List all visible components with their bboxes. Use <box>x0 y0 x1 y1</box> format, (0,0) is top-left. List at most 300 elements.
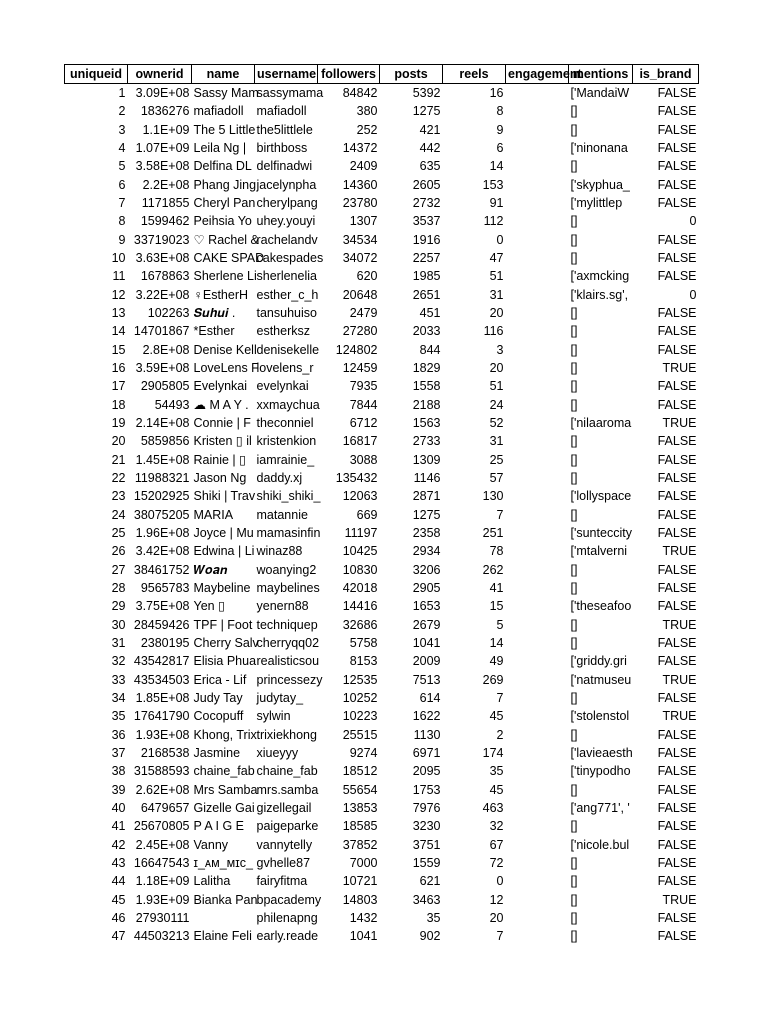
cell-posts[interactable]: 1753 <box>412 782 441 797</box>
cell-posts[interactable]: 1829 <box>412 361 441 376</box>
cell-uniqueid[interactable]: 26 <box>111 544 126 559</box>
cell-engagement[interactable] <box>506 725 569 743</box>
cell-posts[interactable]: 2934 <box>412 544 441 559</box>
cell-posts[interactable]: 844 <box>419 342 441 357</box>
cell-ownerid[interactable]: 6479657 <box>140 800 190 815</box>
cell-posts[interactable]: 1146 <box>413 471 441 486</box>
cell-mentions[interactable]: [] <box>570 324 578 339</box>
cell-followers[interactable]: 2409 <box>349 159 378 174</box>
cell-is_brand[interactable]: FALSE <box>657 745 697 760</box>
cell-followers[interactable]: 6712 <box>349 416 378 431</box>
cell-followers[interactable]: 9274 <box>349 745 378 760</box>
cell-uniqueid[interactable]: 10 <box>111 251 126 266</box>
cell-is_brand[interactable]: FALSE <box>657 122 697 137</box>
cell-followers[interactable]: 3088 <box>349 452 378 467</box>
cell-username[interactable]: matannie <box>256 507 308 522</box>
cell-is_brand[interactable]: 0 <box>689 214 697 229</box>
cell-reels[interactable]: 9 <box>496 122 504 137</box>
cell-is_brand[interactable]: FALSE <box>657 690 697 705</box>
cell-username[interactable]: vannytelly <box>256 837 313 852</box>
cell-ownerid[interactable]: 3.09E+08 <box>135 86 190 101</box>
cell-ownerid[interactable]: 28459426 <box>133 617 190 632</box>
cell-username[interactable]: mafiadoll <box>256 104 307 119</box>
cell-reels[interactable]: 7 <box>496 690 504 705</box>
cell-posts[interactable]: 2905 <box>412 581 441 596</box>
cell-ownerid[interactable]: 1.85E+08 <box>135 690 190 705</box>
cell-mentions[interactable]: [] <box>570 819 578 834</box>
cell-ownerid[interactable]: 2.14E+08 <box>135 416 190 431</box>
cell-ownerid[interactable]: 1.93E+08 <box>135 727 190 742</box>
cell-name[interactable]: Judy Tay <box>193 690 243 705</box>
cell-is_brand[interactable]: FALSE <box>657 141 697 156</box>
cell-engagement[interactable] <box>506 707 569 725</box>
cell-is_brand[interactable]: FALSE <box>657 507 697 522</box>
cell-engagement[interactable] <box>506 102 569 120</box>
cell-followers[interactable]: 13853 <box>342 800 378 815</box>
cell-is_brand[interactable]: FALSE <box>657 232 697 247</box>
cell-followers[interactable]: 12063 <box>342 489 378 504</box>
cell-followers[interactable]: 27280 <box>342 324 378 339</box>
cell-uniqueid[interactable]: 4 <box>118 141 126 156</box>
cell-followers[interactable]: 18512 <box>342 764 378 779</box>
cell-uniqueid[interactable]: 35 <box>111 709 126 724</box>
cell-ownerid[interactable]: 2168538 <box>140 745 190 760</box>
cell-is_brand[interactable]: FALSE <box>657 177 697 192</box>
cell-name[interactable]: MARIA <box>193 507 234 522</box>
cell-engagement[interactable] <box>506 84 569 103</box>
cell-posts[interactable]: 7976 <box>412 800 441 815</box>
cell-mentions[interactable]: ['ninonana <box>570 141 628 156</box>
cell-followers[interactable]: 23780 <box>342 196 378 211</box>
cell-username[interactable]: paigeparke <box>256 819 319 834</box>
cell-is_brand[interactable]: FALSE <box>657 581 697 596</box>
cell-posts[interactable]: 635 <box>419 159 441 174</box>
cell-followers[interactable]: 84842 <box>342 86 378 101</box>
cell-reels[interactable]: 0 <box>496 232 504 247</box>
cell-reels[interactable]: 14 <box>489 636 504 650</box>
cell-is_brand[interactable]: FALSE <box>657 86 697 101</box>
cell-followers[interactable]: 55654 <box>342 782 378 797</box>
cell-followers[interactable]: 11197 <box>344 526 378 541</box>
cell-uniqueid[interactable]: 45 <box>111 892 126 907</box>
column-header-posts[interactable]: posts <box>380 65 443 84</box>
cell-name[interactable]: Yen ▯ <box>193 599 225 614</box>
cell-name[interactable]: 𝑺𝒖𝒉𝒖𝒊 . <box>193 306 236 321</box>
cell-is_brand[interactable]: TRUE <box>662 709 697 724</box>
cell-username[interactable]: gizellegail <box>256 800 312 815</box>
cell-mentions[interactable]: [] <box>570 232 578 247</box>
cell-reels[interactable]: 20 <box>489 910 504 925</box>
cell-mentions[interactable]: [] <box>570 617 578 632</box>
cell-posts[interactable]: 2358 <box>412 526 441 541</box>
cell-name[interactable]: Cocopuff <box>193 709 244 724</box>
cell-followers[interactable]: 37852 <box>342 837 378 852</box>
cell-username[interactable]: tansuhuiso <box>256 306 317 321</box>
cell-name[interactable]: ☁ M A Y . <box>193 397 249 412</box>
cell-ownerid[interactable]: 2380195 <box>140 636 190 650</box>
cell-username[interactable]: evelynkai <box>256 379 309 394</box>
cell-uniqueid[interactable]: 21 <box>111 452 126 467</box>
cell-is_brand[interactable]: FALSE <box>657 434 697 449</box>
cell-posts[interactable]: 1275 <box>412 507 441 522</box>
cell-followers[interactable]: 669 <box>356 507 378 522</box>
cell-engagement[interactable] <box>506 139 569 157</box>
cell-ownerid[interactable]: 11988321 <box>134 471 190 486</box>
cell-name[interactable]: Denise Kell <box>193 342 257 357</box>
cell-reels[interactable]: 25 <box>489 452 504 467</box>
cell-reels[interactable]: 45 <box>489 709 504 724</box>
cell-name[interactable]: Elaine Feli <box>193 929 252 944</box>
cell-followers[interactable]: 135432 <box>335 471 378 486</box>
cell-followers[interactable]: 14416 <box>342 599 378 614</box>
cell-mentions[interactable]: [] <box>570 397 578 412</box>
cell-followers[interactable]: 10223 <box>342 709 378 724</box>
cell-name[interactable]: Leila Ng | <box>193 141 247 156</box>
column-header-uniqueid[interactable]: uniqueid <box>65 65 128 84</box>
column-header-mentions[interactable]: mentions <box>569 65 633 84</box>
cell-mentions[interactable]: [] <box>570 562 578 577</box>
cell-ownerid[interactable]: 1.07E+09 <box>135 141 190 156</box>
cell-is_brand[interactable]: FALSE <box>657 562 697 577</box>
cell-reels[interactable]: 5 <box>496 617 504 632</box>
cell-ownerid[interactable]: 33719023 <box>133 232 190 247</box>
cell-reels[interactable]: 463 <box>482 800 504 815</box>
cell-followers[interactable]: 14360 <box>342 177 378 192</box>
cell-posts[interactable]: 2733 <box>412 434 441 449</box>
cell-engagement[interactable] <box>506 927 569 945</box>
cell-username[interactable]: gvhelle87 <box>256 855 311 870</box>
cell-username[interactable]: delfinadwi <box>256 159 313 174</box>
cell-followers[interactable]: 14372 <box>342 141 378 156</box>
cell-mentions[interactable]: [] <box>570 929 578 944</box>
cell-mentions[interactable]: [] <box>570 342 578 357</box>
cell-engagement[interactable] <box>506 799 569 817</box>
cell-is_brand[interactable]: FALSE <box>657 251 697 266</box>
cell-reels[interactable]: 112 <box>483 214 504 229</box>
cell-reels[interactable]: 47 <box>489 251 504 266</box>
cell-uniqueid[interactable]: 12 <box>111 287 126 302</box>
cell-is_brand[interactable]: TRUE <box>662 892 697 907</box>
cell-mentions[interactable]: ['mylittlep <box>570 196 623 211</box>
cell-ownerid[interactable]: 14701867 <box>133 324 190 339</box>
cell-username[interactable]: cakespades <box>256 251 324 266</box>
cell-uniqueid[interactable]: 34 <box>111 690 126 705</box>
cell-username[interactable]: birthboss <box>256 141 308 156</box>
cell-mentions[interactable]: [] <box>570 636 578 650</box>
cell-reels[interactable]: 49 <box>489 654 504 669</box>
cell-uniqueid[interactable]: 13 <box>111 306 126 321</box>
cell-posts[interactable]: 614 <box>419 690 441 705</box>
cell-is_brand[interactable]: TRUE <box>662 544 697 559</box>
cell-reels[interactable]: 51 <box>489 379 504 394</box>
cell-mentions[interactable]: ['sunteccity <box>570 526 632 541</box>
cell-posts[interactable]: 2033 <box>412 324 441 339</box>
cell-is_brand[interactable]: 0 <box>689 287 697 302</box>
cell-is_brand[interactable]: FALSE <box>657 764 697 779</box>
cell-posts[interactable]: 3751 <box>412 837 441 852</box>
cell-username[interactable]: uhey.youyi <box>256 214 316 229</box>
cell-followers[interactable]: 10252 <box>342 690 378 705</box>
cell-ownerid[interactable]: 3.58E+08 <box>135 159 190 174</box>
cell-mentions[interactable]: [] <box>570 361 578 376</box>
cell-followers[interactable]: 25515 <box>342 727 378 742</box>
cell-mentions[interactable]: ['nicole.bul <box>570 837 630 852</box>
cell-followers[interactable]: 1432 <box>349 910 378 925</box>
cell-reels[interactable]: 51 <box>489 269 504 284</box>
cell-mentions[interactable]: [] <box>570 727 578 742</box>
cell-name[interactable]: Delfina DL <box>193 159 252 174</box>
cell-name[interactable]: Cheryl Pan <box>193 196 256 211</box>
cell-uniqueid[interactable]: 29 <box>111 599 126 614</box>
cell-reels[interactable]: 14 <box>489 159 504 174</box>
cell-name[interactable]: Maybeline <box>193 581 251 596</box>
cell-mentions[interactable]: ['lollyspace <box>570 489 632 504</box>
cell-is_brand[interactable]: FALSE <box>657 104 697 119</box>
cell-reels[interactable]: 24 <box>489 397 504 412</box>
cell-name[interactable]: ɪ_ᴀᴍ_ᴍɪᴄ_ <box>193 855 253 870</box>
cell-engagement[interactable] <box>506 341 569 359</box>
cell-followers[interactable]: 34534 <box>342 232 378 247</box>
cell-mentions[interactable]: ['lavieaesth <box>570 745 633 760</box>
cell-posts[interactable]: 3463 <box>412 892 441 907</box>
cell-uniqueid[interactable]: 41 <box>111 819 126 834</box>
cell-posts[interactable]: 5392 <box>412 86 441 101</box>
cell-uniqueid[interactable]: 20 <box>111 434 126 449</box>
cell-followers[interactable]: 18585 <box>342 819 378 834</box>
cell-mentions[interactable]: [] <box>570 471 578 486</box>
cell-username[interactable]: techniquep <box>256 617 318 632</box>
cell-engagement[interactable] <box>506 487 569 505</box>
cell-uniqueid[interactable]: 32 <box>111 654 126 669</box>
cell-posts[interactable]: 1563 <box>412 416 441 431</box>
cell-is_brand[interactable]: FALSE <box>657 452 697 467</box>
cell-mentions[interactable]: [] <box>570 434 578 449</box>
cell-uniqueid[interactable]: 5 <box>118 159 126 174</box>
cell-name[interactable]: Edwina | Li <box>193 544 255 559</box>
cell-uniqueid[interactable]: 1 <box>118 86 126 101</box>
cell-ownerid[interactable]: 38075205 <box>133 507 190 522</box>
cell-uniqueid[interactable]: 38 <box>111 764 126 779</box>
cell-uniqueid[interactable]: 44 <box>111 874 126 889</box>
cell-uniqueid[interactable]: 47 <box>111 929 126 944</box>
cell-posts[interactable]: 1041 <box>412 636 441 650</box>
cell-reels[interactable]: 8 <box>496 104 504 119</box>
cell-engagement[interactable] <box>506 835 569 853</box>
cell-engagement[interactable] <box>506 542 569 560</box>
cell-posts[interactable]: 1130 <box>413 727 441 742</box>
cell-followers[interactable]: 380 <box>356 104 378 119</box>
cell-username[interactable]: jacelynpha <box>256 177 317 192</box>
cell-engagement[interactable] <box>506 451 569 469</box>
cell-followers[interactable]: 124802 <box>335 342 378 357</box>
cell-posts[interactable]: 2095 <box>412 764 441 779</box>
cell-ownerid[interactable]: 1.1E+09 <box>142 122 190 137</box>
cell-followers[interactable]: 7844 <box>349 397 378 412</box>
cell-reels[interactable]: 91 <box>489 196 504 211</box>
cell-mentions[interactable]: ['tinypodho <box>570 764 631 779</box>
cell-engagement[interactable] <box>506 616 569 634</box>
cell-engagement[interactable] <box>506 561 569 579</box>
cell-reels[interactable]: 251 <box>482 526 504 541</box>
cell-engagement[interactable] <box>506 121 569 139</box>
cell-is_brand[interactable]: FALSE <box>657 397 697 412</box>
cell-is_brand[interactable]: FALSE <box>657 342 697 357</box>
cell-ownerid[interactable]: 3.59E+08 <box>135 361 190 376</box>
cell-name[interactable]: Elisia Phua <box>193 654 257 669</box>
cell-followers[interactable]: 16817 <box>342 434 378 449</box>
cell-reels[interactable]: 153 <box>482 177 504 192</box>
cell-username[interactable]: maybelines <box>256 581 320 596</box>
cell-followers[interactable]: 8153 <box>349 654 378 669</box>
cell-username[interactable]: rachelandv <box>256 232 318 247</box>
cell-reels[interactable]: 41 <box>489 581 504 596</box>
cell-ownerid[interactable]: 5859856 <box>140 434 190 449</box>
cell-uniqueid[interactable]: 9 <box>118 232 126 247</box>
cell-name[interactable]: Sassy Mam <box>193 86 259 101</box>
cell-ownerid[interactable]: 102263 <box>147 306 190 321</box>
cell-ownerid[interactable]: 1.18E+09 <box>135 874 190 889</box>
cell-mentions[interactable]: ['natmuseu <box>570 672 632 687</box>
cell-name[interactable]: Peihsia Yo <box>193 214 252 229</box>
cell-username[interactable]: mamasinfin <box>256 526 321 541</box>
cell-is_brand[interactable]: FALSE <box>657 727 697 742</box>
cell-username[interactable]: lovelens_r <box>256 361 314 376</box>
cell-engagement[interactable] <box>506 597 569 615</box>
cell-name[interactable]: Phang Jing <box>193 177 257 192</box>
cell-uniqueid[interactable]: 30 <box>111 617 126 632</box>
cell-name[interactable]: Bianka Pan <box>193 892 258 907</box>
cell-uniqueid[interactable]: 36 <box>111 727 126 742</box>
cell-is_brand[interactable]: FALSE <box>657 269 697 284</box>
cell-posts[interactable]: 1985 <box>412 269 441 284</box>
cell-engagement[interactable] <box>506 396 569 414</box>
cell-username[interactable]: judytay_ <box>256 690 304 705</box>
cell-engagement[interactable] <box>506 194 569 212</box>
cell-name[interactable]: TPF | Foot <box>193 617 253 632</box>
cell-reels[interactable]: 20 <box>489 361 504 376</box>
cell-name[interactable]: ♀EstherH <box>193 287 249 302</box>
cell-engagement[interactable] <box>506 231 569 249</box>
cell-is_brand[interactable]: FALSE <box>657 910 697 925</box>
cell-is_brand[interactable]: FALSE <box>657 929 697 944</box>
cell-is_brand[interactable]: FALSE <box>657 379 697 394</box>
cell-name[interactable]: Cherry Salv <box>193 636 259 650</box>
cell-is_brand[interactable]: FALSE <box>657 526 697 541</box>
cell-engagement[interactable] <box>506 249 569 267</box>
cell-ownerid[interactable]: 31588593 <box>133 764 190 779</box>
cell-posts[interactable]: 6971 <box>412 745 441 760</box>
cell-username[interactable]: xxmaychua <box>256 397 320 412</box>
cell-ownerid[interactable]: 43534503 <box>133 672 190 687</box>
cell-uniqueid[interactable]: 31 <box>111 636 126 650</box>
cell-uniqueid[interactable]: 27 <box>111 562 126 577</box>
cell-reels[interactable]: 15 <box>489 599 504 614</box>
cell-engagement[interactable] <box>506 817 569 835</box>
cell-posts[interactable]: 902 <box>419 929 441 944</box>
cell-followers[interactable]: 2479 <box>349 306 378 321</box>
cell-username[interactable]: shiki_shiki_ <box>256 489 321 504</box>
cell-posts[interactable]: 2605 <box>412 177 441 192</box>
cell-is_brand[interactable]: FALSE <box>657 471 697 486</box>
cell-engagement[interactable] <box>506 469 569 487</box>
cell-uniqueid[interactable]: 37 <box>111 745 126 760</box>
cell-reels[interactable]: 16 <box>489 86 504 101</box>
cell-engagement[interactable] <box>506 524 569 542</box>
cell-posts[interactable]: 1309 <box>412 452 441 467</box>
cell-username[interactable]: winaz88 <box>256 544 303 559</box>
cell-mentions[interactable]: ['ang771', ' <box>570 800 630 815</box>
cell-reels[interactable]: 6 <box>496 141 504 156</box>
cell-uniqueid[interactable]: 7 <box>118 196 126 211</box>
cell-is_brand[interactable]: FALSE <box>657 800 697 815</box>
cell-username[interactable]: denisekelle <box>256 342 320 357</box>
cell-posts[interactable]: 2009 <box>412 654 441 669</box>
cell-name[interactable]: Erica - Lif <box>193 672 247 687</box>
cell-posts[interactable]: 7513 <box>412 672 441 687</box>
cell-name[interactable]: Joyce | Mu <box>193 526 254 541</box>
cell-mentions[interactable]: ['klairs.sg', <box>570 287 629 302</box>
cell-ownerid[interactable]: 3.75E+08 <box>135 599 190 614</box>
cell-reels[interactable]: 45 <box>489 782 504 797</box>
cell-is_brand[interactable]: FALSE <box>657 489 697 504</box>
cell-username[interactable]: realisticsou <box>256 654 320 669</box>
cell-followers[interactable]: 7000 <box>349 855 378 870</box>
cell-posts[interactable]: 3230 <box>412 819 441 834</box>
cell-username[interactable]: theconniel <box>256 416 314 431</box>
cell-reels[interactable]: 20 <box>489 306 504 321</box>
cell-uniqueid[interactable]: 17 <box>111 379 126 394</box>
cell-uniqueid[interactable]: 16 <box>111 361 126 376</box>
cell-name[interactable]: Shiki | Trav <box>193 489 256 504</box>
cell-mentions[interactable]: [] <box>570 159 578 174</box>
cell-name[interactable]: chaine_fab <box>193 764 255 779</box>
cell-username[interactable]: woanying2 <box>256 562 317 577</box>
cell-name[interactable]: *Esther <box>193 324 235 339</box>
cell-followers[interactable]: 10721 <box>342 874 378 889</box>
cell-uniqueid[interactable]: 2 <box>118 104 126 119</box>
cell-posts[interactable]: 2188 <box>412 397 441 412</box>
cell-reels[interactable]: 57 <box>489 471 504 486</box>
cell-uniqueid[interactable]: 42 <box>111 837 126 852</box>
cell-name[interactable]: Khong, Trix <box>193 727 257 742</box>
cell-ownerid[interactable]: 43542817 <box>133 654 190 669</box>
cell-reels[interactable]: 12 <box>489 892 504 907</box>
cell-mentions[interactable]: ['griddy.gri <box>570 654 627 669</box>
cell-name[interactable]: The 5 Little <box>193 122 256 137</box>
cell-ownerid[interactable]: 2.45E+08 <box>135 837 190 852</box>
cell-posts[interactable]: 2651 <box>412 287 441 302</box>
cell-reels[interactable]: 130 <box>482 489 504 504</box>
cell-ownerid[interactable]: 1599462 <box>140 214 190 229</box>
cell-engagement[interactable] <box>506 432 569 450</box>
cell-uniqueid[interactable]: 18 <box>111 397 126 412</box>
cell-mentions[interactable]: [] <box>570 306 578 321</box>
cell-uniqueid[interactable]: 22 <box>111 471 126 486</box>
cell-name[interactable]: Mrs Samba <box>193 782 258 797</box>
cell-posts[interactable]: 1622 <box>412 709 441 724</box>
cell-mentions[interactable]: ['MandaiW <box>570 86 630 101</box>
cell-is_brand[interactable]: FALSE <box>657 159 697 174</box>
cell-engagement[interactable] <box>506 212 569 230</box>
cell-ownerid[interactable]: 1.45E+08 <box>135 452 190 467</box>
cell-mentions[interactable]: ['axmcking <box>570 269 630 284</box>
cell-ownerid[interactable]: 25670805 <box>133 819 190 834</box>
cell-uniqueid[interactable]: 19 <box>111 416 126 431</box>
cell-uniqueid[interactable]: 8 <box>118 214 126 229</box>
cell-name[interactable]: Jason Ng <box>193 471 247 486</box>
cell-ownerid[interactable]: 1.93E+09 <box>135 892 190 907</box>
cell-is_brand[interactable]: TRUE <box>662 416 697 431</box>
